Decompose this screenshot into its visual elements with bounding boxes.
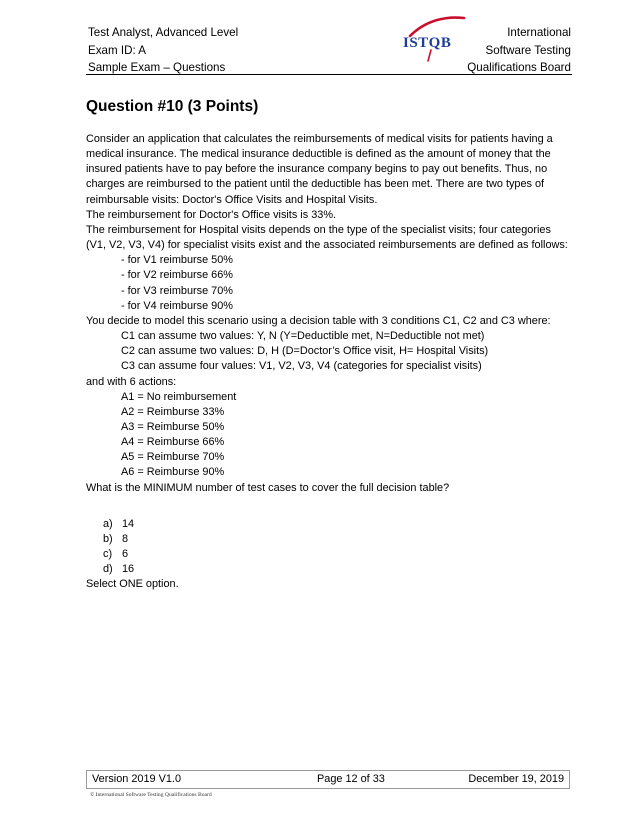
answer-letter: a) [103, 517, 113, 530]
question-paragraph: A1 = No reimbursement [121, 390, 237, 403]
answer-letter: d) [103, 563, 113, 576]
header-level: Test Analyst, Advanced Level [88, 26, 239, 39]
header-right [467, 24, 571, 77]
header-divider [86, 74, 572, 75]
question-paragraph: A5 = Reimburse 70% [121, 451, 225, 464]
question-paragraph: C3 can assume four values: V1, V2, V3, V4 (categories for specialist visits) [121, 360, 482, 373]
question-paragraph: and with 6 actions: [86, 375, 177, 388]
answer-option [86, 532, 572, 547]
question-paragraph: The reimbursement for Hospital visits depends on the type of the specialist visits; four categories (V1, V2, V3, V4) for specialist visits exist and the associated reimbursements are defined as follows: [86, 223, 568, 252]
question-paragraph: - for V1 reimburse 50% [121, 254, 233, 267]
footer-copyright: © International Software Testing Qualifications Board [90, 792, 212, 798]
question-paragraph: A6 = Reimburse 90% [121, 466, 225, 479]
answer-letter: c) [103, 548, 113, 561]
header-org-line-3: Qualifications Board [467, 61, 571, 74]
answer-text: 6 [122, 548, 129, 561]
question-paragraph: Consider an application that calculates the reimbursements of medical visits for patients having a medical insurance. The medical insurance deductible is defined as the amount of money that the insured patients have to pay before the insurance company begins to pay out benefits. Thus, no charges are reimbursed to the patient until the deductible has been met. There are two types of reimbursable visits: Doctor's Office Visits and Hospital Visits. [86, 133, 553, 206]
question-paragraph: A4 = Reimburse 66% [121, 436, 225, 449]
answer-text: 14 [122, 517, 135, 530]
footer-bar [86, 770, 570, 789]
question-paragraph: The reimbursement for Doctor's Office visits is 33%. [86, 208, 337, 221]
answer-letter: b) [103, 532, 113, 545]
question-paragraph: - for V4 reimburse 90% [121, 299, 233, 312]
footer-date: December 19, 2019 [468, 773, 564, 785]
header-doc-type: Sample Exam – Questions [88, 61, 226, 74]
question-paragraph: C1 can assume two values: Y, N (Y=Deductible met, N=Deductible not met) [121, 330, 485, 343]
question-paragraph: You decide to model this scenario using a decision table with 3 conditions C1, C2 and C3 where: [86, 314, 551, 327]
instruction-text: Select ONE option. [86, 578, 179, 591]
header-org-line-1: International [507, 26, 571, 39]
answer-option [86, 547, 572, 562]
answer-option [86, 562, 572, 577]
question-text [86, 132, 572, 496]
answer-text: 8 [122, 532, 129, 545]
svg-text:ISTQB: ISTQB [403, 35, 452, 51]
question-paragraph: - for V2 reimburse 66% [121, 269, 233, 282]
answer-options [86, 517, 572, 578]
question-title: Question #10 (3 Points) [86, 98, 259, 115]
footer-version: Version 2019 V1.0 [92, 773, 182, 785]
istqb-logo [398, 16, 468, 66]
question-paragraph: A3 = Reimburse 50% [121, 420, 225, 433]
question-body [86, 132, 572, 593]
answer-text: 16 [122, 563, 135, 576]
footer-page-number: Page 12 of 33 [317, 773, 385, 785]
question-paragraph: What is the MINIMUM number of test cases to cover the full decision table? [86, 481, 450, 494]
header-org-line-2: Software Testing [485, 43, 571, 57]
question-paragraph: C2 can assume two values: D, H (D=Doctor’s Office visit, H= Hospital Visits) [121, 345, 489, 358]
header-exam-id: Exam ID: A [88, 43, 146, 57]
answer-option [86, 517, 572, 532]
question-paragraph: A2 = Reimburse 33% [121, 405, 225, 418]
header-left [88, 24, 238, 77]
question-paragraph: - for V3 reimburse 70% [121, 284, 233, 297]
